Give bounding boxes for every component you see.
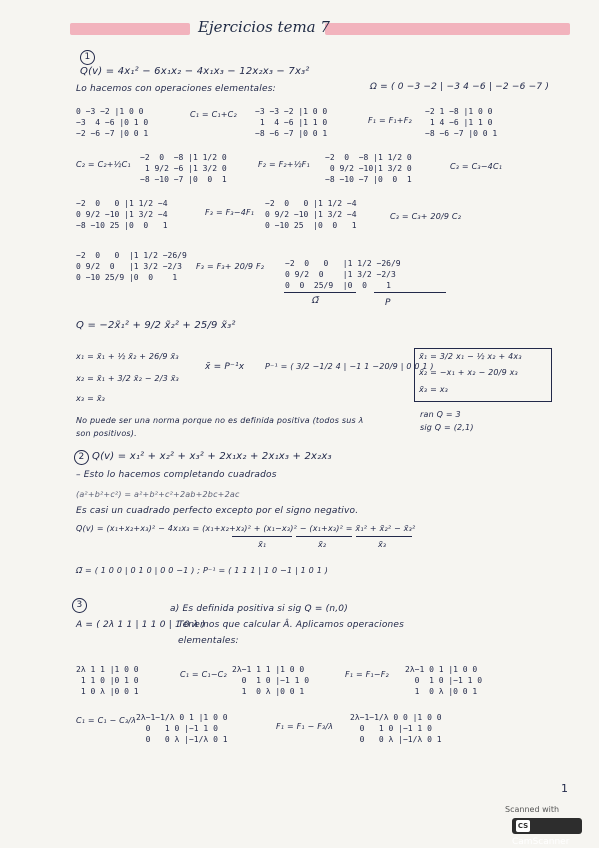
ex2-line-2: (a²+b²+c²) = a²+b²+c²+2ab+2bc+2ac: [76, 490, 240, 499]
ex2-tilde-2: x̃₂: [318, 540, 327, 549]
omega-underline: [284, 292, 356, 293]
ex1-matrix-1: −3 −3 −2 |1 0 0 1 4 −6 |1 1 0 −8 −6 −7 |0 0 1: [255, 107, 328, 138]
ex1-matrix-5: −2 0 0 |1 1/2 −4 0 9/2 −10 |1 3/2 −4 −8 −10 25 |0 0 1: [76, 199, 168, 230]
camscanner-brand: CamScanner: [512, 837, 570, 847]
ex1-matrix-4: −2 0 −8 |1 1/2 0 0 9/2 −10|1 3/2 0 −8 −10 −7 |0 0 1: [325, 153, 412, 184]
scanned-with-label: Scanned with: [505, 805, 560, 814]
ex3-matrix-1: 2λ−1 1 1 |1 0 0 0 1 0 |−1 1 0 1 0 λ |0 0 1: [232, 665, 310, 696]
ex1-signature: sig Q = (2,1): [420, 423, 474, 432]
ex1-change-of-basis: x̃ = P⁻¹x: [205, 362, 245, 372]
ex1-p-label: P: [385, 298, 391, 308]
ex1-op-6: F₃ = F₃−4F₁: [205, 208, 255, 217]
ex3-op-1: C₁ = C₁−C₂: [180, 670, 227, 679]
ex1-op-1: C₁ = C₁+C₂: [190, 110, 237, 119]
ex1-op-7: C₃ = C₃+ 20/9 C₂: [390, 212, 462, 221]
title-area: [70, 18, 570, 44]
ex1-matrix-3: −2 0 −8 |1 1/2 0 1 9/2 −6 |1 3/2 0 −8 −10 −7 |0 0 1: [140, 153, 227, 184]
ex2-line-4: Q(v) = (x₁+x₂+x₃)² − 4x₁x₃ = (x₁+x₂+x₃)² + (x₁−x₃)² − (x₁+x₃)² = x̃₁² + x̃₂² − x̃₃²: [76, 524, 416, 533]
page-title: Ejercicios tema 7: [198, 18, 330, 36]
ex2-line-3: Es casi un cuadrado perfecto excepto por el signo negativo.: [76, 506, 359, 516]
ex1-diagonal-form: Q = −2x̃₁² + 9/2 x̃₂² + 25/9 x̃₃²: [76, 320, 236, 331]
ex1-matrix-7: −2 0 0 |1 1/2 −26/9 0 9/2 0 |1 3/2 −2/3 0 −10 25/9 |0 0 1: [76, 251, 187, 282]
ex2-tilde-3: x̃₃: [378, 540, 387, 549]
ex1-op-3: C₂ = C₂+½C₁: [76, 160, 131, 169]
ex3-line-1: a) Es definida positiva si sig Q = (n,0): [170, 604, 348, 614]
ex3-matrix-3: 2λ−1−1/λ 0 1 |1 0 0 0 1 0 |−1 1 0 0 0 λ |−1/λ 0 1: [136, 713, 228, 744]
ex3-matrix-4: 2λ−1−1/λ 0 0 |1 0 0 0 1 0 |−1 1 0 0 0 λ |−1/λ 0 1: [350, 713, 442, 744]
ex1-matrix-2: −2 1 −8 |1 0 0 1 4 −6 |1 1 0 −8 −6 −7 |0 0 1: [425, 107, 498, 138]
exercise-3-number: 3: [72, 598, 90, 613]
page-number: 1: [561, 782, 568, 795]
ex3-line-3: elementales:: [178, 636, 239, 646]
ex3-op-2: F₁ = F₁−F₂: [345, 670, 389, 679]
ex1-note: No puede ser una norma porque no es definida positiva (todos sus λ son positivos).: [76, 416, 364, 438]
ex1-rank: ran Q = 3: [420, 410, 461, 419]
ex3-line-2: Tenemos que calcular Â. Aplicamos operaciones: [178, 620, 405, 630]
ex1-omega-tilde: Ω̃: [312, 296, 320, 306]
p-underline: [374, 292, 446, 293]
ex1-substitution-2: x₂ = x̃₁ + 3/2 x̃₂ − 2/3 x̃₃: [76, 374, 179, 383]
ex1-matrix-0: 0 −3 −2 |1 0 0 −3 4 −6 |0 1 0 −2 −6 −7 |0 0 1: [76, 107, 149, 138]
ex1-op-5: C₃ = C₃−4C₁: [450, 162, 503, 171]
ex1-result-2: x̃₂ = −x₁ + x₂ − 20/9 x₃: [419, 368, 518, 377]
ex2-quadratic-form: Q(v) = x₁² + x₂² + x₃² + 2x₁x₂ + 2x₁x₃ + 2x₂x₃: [92, 451, 332, 462]
ex1-result-3: x̃₃ = x₃: [419, 385, 449, 394]
ex3-matrix-0: 2λ 1 1 |1 0 0 1 1 0 |0 1 0 1 0 λ |0 0 1: [76, 665, 139, 696]
title-highlight-left: [70, 23, 190, 35]
ex1-substitution-1: x₁ = x̃₁ + ½ x̃₂ + 26/9 x̃₃: [76, 352, 179, 361]
camscanner-badge: [512, 818, 582, 847]
title-highlight-right: [325, 23, 570, 35]
ex1-matrix-6: −2 0 0 |1 1/2 −4 0 9/2 −10 |1 3/2 −4 0 −10 25 |0 0 1: [265, 199, 357, 230]
ex1-intro: Lo hacemos con operaciones elementales:: [76, 84, 276, 94]
ex1-op-2: F₁ = F₁+F₂: [368, 116, 412, 125]
ex2-line-1: – Esto lo hacemos completando cuadrados: [76, 470, 277, 480]
ex1-omega-matrix: Ω = ( 0 −3 −2 | −3 4 −6 | −2 −6 −7 ): [370, 82, 550, 92]
x2-underline: [296, 536, 352, 537]
ex1-quadratic-form: Q(v) = 4x₁² − 6x₁x₂ − 4x₁x₃ − 12x₂x₃ − 7x₃²: [80, 66, 310, 77]
ex3-op-3: C₁ = C₁ − C₃/λ: [76, 716, 137, 725]
exercise-2-number: 2: [74, 450, 89, 465]
ex1-result-1: x̃₁ = 3/2 x₁ − ½ x₂ + 4x₃: [419, 352, 522, 361]
ex3-matrix-2: 2λ−1 0 1 |1 0 0 0 1 0 |−1 1 0 1 0 λ |0 0 1: [405, 665, 483, 696]
ex1-op-4: F₂ = F₂+½F₁: [258, 160, 310, 169]
ex1-matrix-8: −2 0 0 |1 1/2 −26/9 0 9/2 0 |1 3/2 −2/3 0 0 25/9 |0 0 1: [285, 259, 401, 290]
exercise-2-header: [74, 450, 332, 465]
x1-underline: [232, 536, 292, 537]
ex3-matrix-a: A = ( 2λ 1 1 | 1 1 0 | 1 0 λ ): [76, 620, 206, 630]
ex1-substitution-3: x₃ = x̃₃: [76, 394, 106, 403]
ex2-tilde-1: x̃₁: [258, 540, 267, 549]
ex1-p-inverse: P⁻¹ = ( 3/2 −1/2 4 | −1 1 −20/9 | 0 0 1 ): [265, 362, 434, 371]
exercise-1-number: 1: [80, 50, 98, 65]
ex3-op-4: F₁ = F₁ − F₃/λ: [276, 722, 334, 731]
ex1-op-8: F₃ = F₃+ 20/9 F₂: [196, 262, 265, 271]
camscanner-icon: CS: [517, 822, 529, 830]
ex2-matrices: Ω̃ = ( 1 0 0 | 0 1 0 | 0 0 −1 ) ; P⁻¹ = ( 1 1 1 | 1 0 −1 | 1 0 1 ): [76, 566, 329, 575]
x3-underline: [356, 536, 412, 537]
